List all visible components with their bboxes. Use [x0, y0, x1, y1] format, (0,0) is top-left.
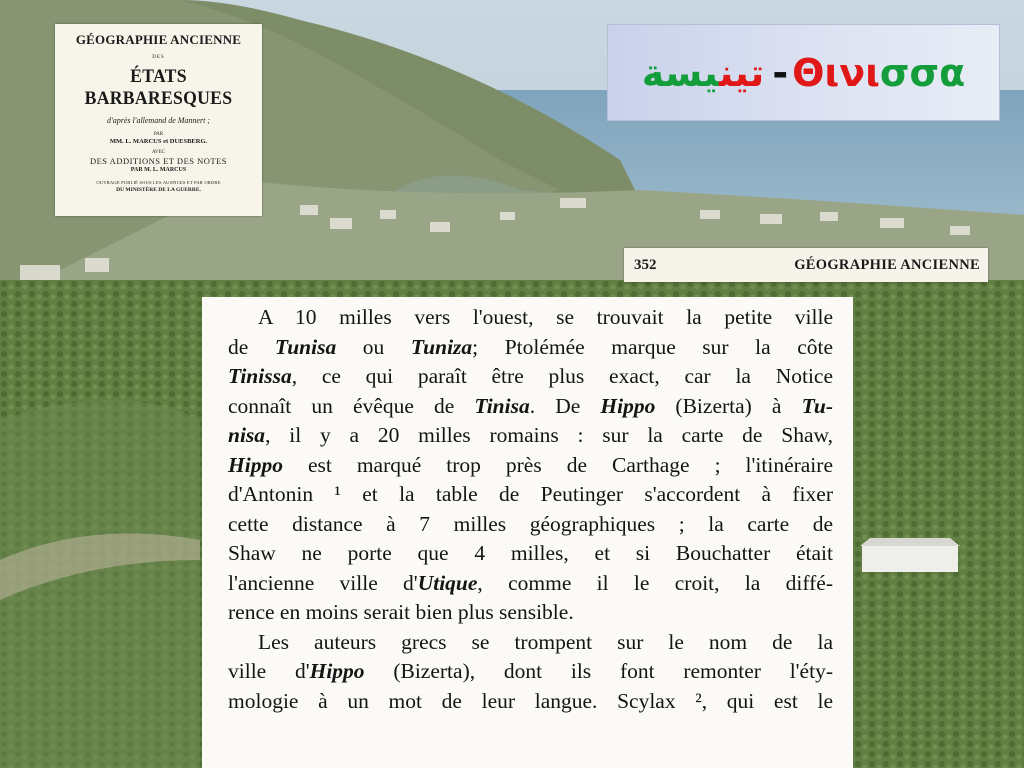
page-header-scan — [624, 248, 988, 282]
italic-place-name: Tuniza — [410, 334, 473, 359]
book-title-main: ÉTATS BARBARESQUES — [84, 66, 233, 109]
page-number: 352 — [634, 256, 657, 273]
arabic-name-part-1: تين — [719, 50, 765, 95]
italic-place-name: Tunisa — [274, 334, 337, 359]
italic-place-name: Tinissa — [228, 364, 292, 388]
book-title-des: DES — [152, 55, 165, 60]
text-line: rence en moins serait bien plus sensible. — [228, 600, 574, 624]
place-name-box — [607, 24, 1000, 121]
text-line: ville d'Hippo (Bizerta), dont ils font remonter l'éty- — [228, 659, 833, 683]
italic-place-name: Tinisa — [474, 393, 530, 418]
italic-place-name: Hippo — [228, 452, 283, 477]
italic-place-name: Utique — [417, 570, 478, 595]
book-additions-author: PAR M. L. MARCUS — [130, 167, 187, 173]
text-line: connaît un évêque de Tinisa. De Hippo (Bizerta) à Tu- — [228, 393, 834, 418]
greek-name — [792, 51, 965, 95]
book-additions: DES ADDITIONS ET DES NOTES — [89, 156, 228, 166]
text-line: mologie à un mot de leur langue. Scylax ², qui est le — [228, 688, 833, 713]
text-line: de Tunisa ou Tuniza; Ptolémée marque sur la côte — [228, 334, 834, 359]
book-text-scan — [202, 297, 853, 768]
book-publication-note: OUVRAGE PUBLIÉ SOUS LES AUSPICES ET PAR ORDRE — [96, 180, 221, 185]
text-line: A 10 milles vers l'ouest, se trouvait la petite ville — [258, 305, 833, 329]
text-line: Shaw ne porte que 4 milles, et si Bouchatter était — [228, 541, 833, 565]
book-title-line: GÉOGRAPHIE ANCIENNE — [75, 32, 242, 47]
book-ministry: DU MINISTÈRE DE LA GUERRE. — [116, 187, 201, 193]
book-authors: MM. L. MARCUS et DUESBERG. — [109, 138, 208, 145]
greek-name-part-1: Θινι — [792, 50, 880, 95]
italic-place-name: Hippo — [600, 393, 656, 418]
text-line: Hippo est marqué trop près de Carthage ; l'itinéraire — [228, 452, 833, 477]
italic-place-name: Tu- — [801, 393, 834, 418]
name-separator: - — [772, 50, 789, 95]
text-line: nisa, il y a 20 milles romains : sur la carte de Shaw, — [228, 423, 833, 447]
book-title-page-scan — [55, 24, 262, 216]
text-line: Les auteurs grecs se trompent sur le nom de la — [258, 629, 833, 654]
book-title-par: PAR — [153, 132, 164, 137]
text-line: cette distance à 7 milles géographiques ; la carte de — [228, 511, 833, 536]
book-title-source: d'après l'allemand de Mannert ; — [107, 116, 210, 125]
arabic-name — [642, 51, 765, 95]
book-title-avec: AVEC — [152, 150, 165, 155]
text-line: d'Antonin ¹ et la table de Peutinger s'accordent à fixer — [228, 482, 833, 506]
running-title: GÉOGRAPHIE ANCIENNE — [794, 256, 980, 273]
greek-name-part-2: σσα — [879, 50, 966, 95]
italic-place-name: nisa — [228, 423, 266, 447]
text-line: Tinissa, ce qui paraît être plus exact, car la Notice — [228, 364, 833, 388]
arabic-name-part-2: يسة — [641, 50, 720, 95]
italic-place-name: Hippo — [309, 659, 365, 683]
text-line: l'ancienne ville d'Utique, comme il le croit, la diffé- — [228, 570, 833, 595]
